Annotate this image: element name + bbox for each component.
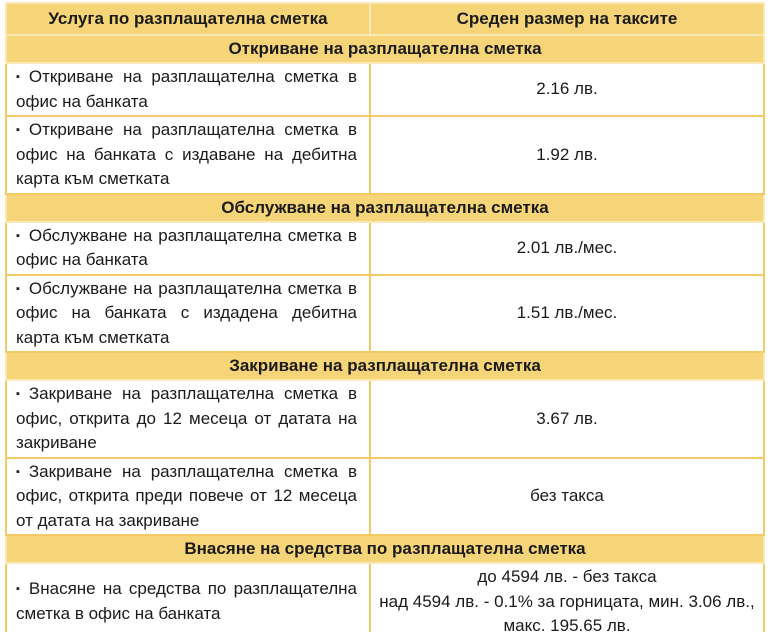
table-row (6, 116, 764, 194)
bullet-icon: ▪ (16, 583, 20, 596)
section-row (6, 535, 764, 563)
fee-value-line: 2.01 лв./мес. (516, 237, 618, 257)
table-row (6, 563, 764, 632)
fee-cell (370, 63, 764, 116)
service-label: Откриване на разплащателна сметка в офис на банката с издаване на дебитна карта към сметката (16, 120, 357, 188)
fee-cell (370, 222, 764, 275)
bullet-icon: ▪ (16, 71, 20, 83)
service-cell (6, 275, 370, 353)
table-body (6, 35, 764, 632)
section-title: Внасяне на средства по разплащателна сметка (6, 535, 764, 563)
table-row (6, 380, 764, 458)
section-row (6, 194, 764, 222)
section-title: Обслужване на разплащателна сметка (6, 194, 764, 222)
bank-fees-table (5, 2, 765, 632)
fee-cell (370, 563, 764, 632)
table-header-row (6, 3, 764, 35)
service-cell (6, 116, 370, 194)
service-cell (6, 222, 370, 275)
bullet-icon: ▪ (16, 388, 20, 400)
section-title: Закриване на разплащателна сметка (6, 352, 764, 380)
fee-cell (370, 275, 764, 353)
service-label: Обслужване на разплащателна сметка в офис на банката с издадена дебитна карта към сметката (16, 278, 357, 347)
fee-value-line: 1.51 лв./мес. (516, 303, 618, 322)
service-cell (6, 63, 370, 116)
service-cell (6, 380, 370, 458)
fee-value-line: до 4594 лв. - без такса (477, 567, 657, 586)
fee-value-line: макс. 195.65 лв. (503, 616, 631, 632)
section-row (6, 35, 764, 63)
fee-cell (370, 380, 764, 458)
bullet-icon: ▪ (16, 124, 20, 136)
service-cell (6, 563, 370, 632)
bullet-icon: ▪ (16, 282, 20, 295)
section-title: Откриване на разплащателна сметка (6, 35, 764, 63)
service-label: Внасяне на средства по разплащателна сметка в офис на банката (16, 579, 357, 623)
service-cell (6, 458, 370, 536)
bullet-icon: ▪ (16, 465, 20, 478)
table-row (6, 63, 764, 116)
table-row (6, 222, 764, 275)
fee-cell (370, 458, 764, 536)
service-label: Откриване на разплащателна сметка в офис на банката (16, 67, 357, 111)
fee-cell (370, 116, 764, 194)
column-header-service: Услуга по разплащателна сметка (6, 3, 370, 35)
table-row (6, 275, 764, 353)
fee-value-line: над 4594 лв. - 0.1% за горницата, мин. 3.06 лв., (379, 591, 755, 611)
fee-value-line: 2.16 лв. (536, 79, 598, 99)
service-label: Обслужване на разплащателна сметка в офис на банката (16, 225, 357, 269)
section-row (6, 352, 764, 380)
service-label: Закриване на разплащателна сметка в офис, открита преди повече от 12 месеца от датата на закриване (16, 461, 357, 530)
fee-value-line: без такса (530, 486, 604, 505)
column-header-fee: Среден размер на таксите (370, 3, 764, 35)
fee-value-line: 3.67 лв. (536, 408, 598, 428)
fee-value-line: 1.92 лв. (536, 144, 598, 164)
table-row (6, 458, 764, 536)
service-label: Закриване на разплащателна сметка в офис, открита до 12 месеца от датата на закриване (16, 384, 357, 452)
bullet-icon: ▪ (16, 229, 20, 242)
